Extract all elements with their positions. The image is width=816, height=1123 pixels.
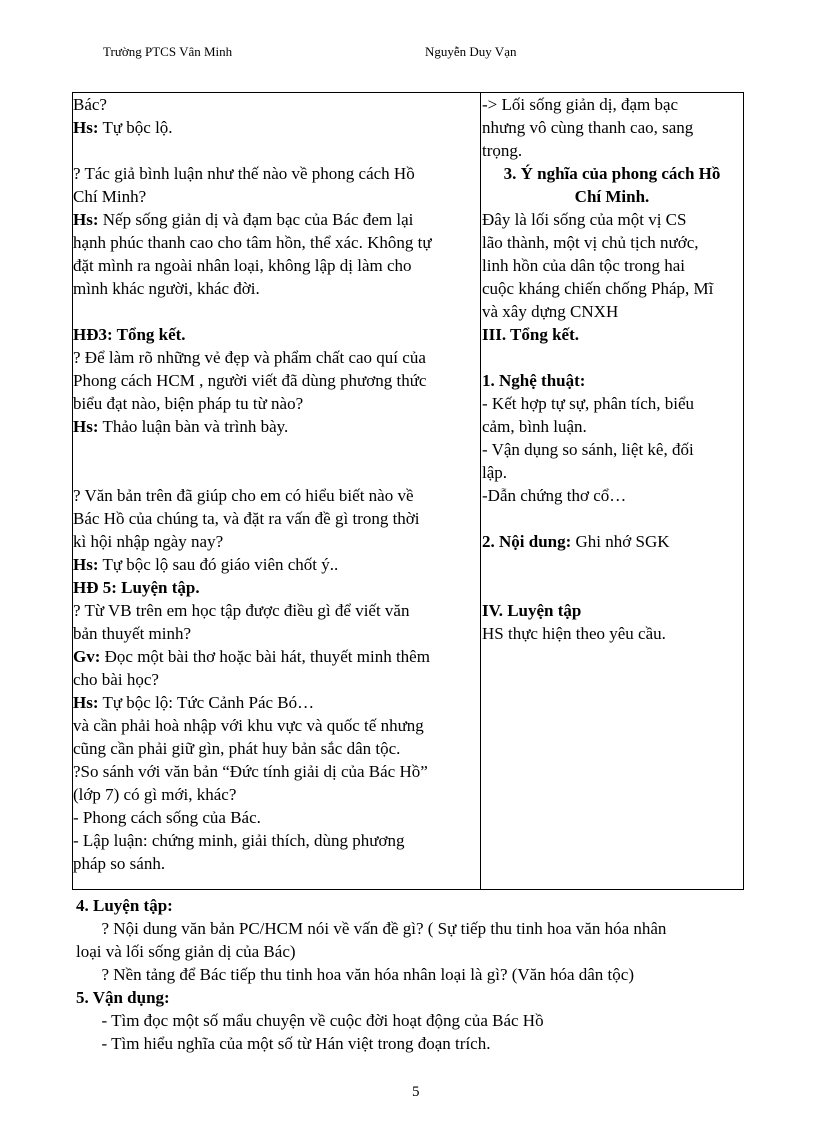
question-line: ?So sánh với văn bản “Đức tính giải dị của Bác Hồ” — [73, 762, 428, 781]
bullet-line: -Dẫn chứng thơ cổ… — [482, 486, 627, 505]
text-line — [73, 691, 478, 714]
text-line: -> Lối sống giản dị, đạm bạc — [482, 95, 679, 114]
question-line: ? Để làm rõ những vẻ đẹp và phẩm chất cao quí của — [73, 348, 426, 367]
text-line — [73, 116, 478, 139]
text-line: và xây dựng CNXH — [482, 302, 619, 321]
text-line: cho bài học? — [73, 670, 159, 689]
text: Nếp sống giản dị và đạm bạc của Bác đem lại — [98, 210, 414, 229]
text-line: Bác? — [73, 95, 107, 114]
teacher-activity-column — [73, 93, 478, 875]
question-line: ? Nội dung văn bản PC/HCM nói về vấn đề gì? ( Sự tiếp thu tinh hoa văn hóa nhân — [76, 919, 667, 938]
text: Tự bộc lộ: Tức Cảnh Pác Bó… — [98, 693, 315, 712]
header-author: Nguyễn Duy Vạn — [425, 44, 517, 59]
text-line: pháp so sánh. — [73, 854, 166, 873]
text-line — [482, 530, 742, 553]
activity-heading: HĐ 5: Luyện tập. — [73, 578, 200, 597]
blank-line — [73, 139, 478, 162]
text-line: hạnh phúc thanh cao cho tâm hồn, thể xác. Không tự — [73, 233, 432, 252]
bullet-line: - Kết hợp tự sự, phân tích, biểu — [482, 394, 695, 413]
question-line: ? Nền tảng để Bác tiếp thu tinh hoa văn hóa nhân loại là gì? (Văn hóa dân tộc) — [76, 965, 634, 984]
text: Tự bộc lộ. — [98, 118, 173, 137]
text-line — [73, 645, 478, 668]
question-line: kì hội nhập ngày nay? — [73, 532, 224, 551]
section-heading: 3. Ý nghĩa của phong cách Hồ — [503, 164, 721, 183]
lesson-table — [72, 92, 744, 890]
text-line: HS thực hiện theo yêu cầu. — [482, 624, 666, 643]
section-heading: Chí Minh. — [574, 187, 650, 206]
blank-line — [482, 346, 742, 369]
text-line — [73, 553, 478, 576]
question-line: ? Tác giả bình luận như thế nào về phong cách Hồ — [73, 164, 415, 183]
text: Thảo luận bàn và trình bày. — [98, 417, 289, 436]
text-line: và cần phải hoà nhập với khu vực và quốc tế nhưng — [73, 716, 424, 735]
blank-line — [73, 300, 478, 323]
page-number: 5 — [412, 1084, 420, 1100]
question-line: ? Từ VB trên em học tập được điều gì để viết văn — [73, 601, 410, 620]
text-line: cũng cần phải giữ gìn, phát huy bản sắc dân tộc. — [73, 739, 401, 758]
question-line: Bác Hồ của chúng ta, và đặt ra vấn đề gì trong thời — [73, 509, 420, 528]
text: Ghi nhớ SGK — [571, 532, 670, 551]
question-line: loại và lối sống giản dị của Bác) — [76, 942, 296, 961]
text: Tự bộc lộ sau đó giáo viên chốt ý.. — [98, 555, 339, 574]
text-line: mình khác người, khác đời. — [73, 279, 260, 298]
text: Đọc một bài thơ hoặc bài hát, thuyết minh thêm — [100, 647, 430, 666]
label: Hs: — [73, 118, 99, 137]
text-line — [73, 415, 478, 438]
section-heading: III. Tổng kết. — [482, 325, 579, 344]
bullet-line: - Vận dụng so sánh, liệt kê, đối — [482, 440, 694, 459]
text-line: linh hồn của dân tộc trong hai — [482, 256, 686, 275]
activity-heading: HĐ3: Tổng kết. — [73, 325, 186, 344]
column-divider — [480, 93, 481, 889]
text-line: nhưng vô cùng thanh cao, sang — [482, 118, 694, 137]
subsection-heading: 1. Nghệ thuật: — [482, 371, 586, 390]
label: Hs: — [73, 555, 99, 574]
text-line — [73, 208, 478, 231]
text-line: trọng. — [482, 141, 523, 160]
bullet-line: - Tìm đọc một số mẩu chuyện về cuộc đời hoạt động của Bác Hồ — [76, 1011, 544, 1030]
label: Hs: — [73, 210, 99, 229]
text-line: lão thành, một vị chủ tịch nước, — [482, 233, 699, 252]
text-line: đặt mình ra ngoài nhân loại, không lập dị làm cho — [73, 256, 412, 275]
content-column — [482, 93, 742, 645]
bullet-line: - Lập luận: chứng minh, giải thích, dùng phương — [73, 831, 405, 850]
practice-section — [76, 894, 746, 1055]
bullet-line: - Tìm hiểu nghĩa của một số từ Hán việt trong đoạn trích. — [76, 1034, 491, 1053]
blank-line — [482, 553, 742, 576]
section-heading: 4. Luyện tập: — [76, 896, 173, 915]
text-line: cuộc kháng chiến chống Pháp, Mĩ — [482, 279, 714, 298]
question-line: bản thuyết minh? — [73, 624, 192, 643]
text-line: lập. — [482, 463, 508, 482]
label: 2. Nội dung: — [482, 532, 572, 551]
label: Gv: — [73, 647, 101, 666]
label: Hs: — [73, 417, 99, 436]
blank-line — [73, 438, 478, 461]
bullet-line: - Phong cách sống của Bác. — [73, 808, 261, 827]
section-heading: IV. Luyện tập — [482, 601, 582, 620]
label: Hs: — [73, 693, 99, 712]
question-line: Chí Minh? — [73, 187, 147, 206]
question-line: ? Văn bản trên đã giúp cho em có hiểu biết nào về — [73, 486, 414, 505]
question-line: Phong cách HCM , người viết đã dùng phương thức — [73, 371, 427, 390]
question-line: (lớp 7) có gì mới, khác? — [73, 785, 237, 804]
blank-line — [482, 507, 742, 530]
section-heading: 5. Vận dụng: — [76, 988, 170, 1007]
text-line: Đây là lối sống của một vị CS — [482, 210, 687, 229]
blank-line — [482, 576, 742, 599]
blank-line — [73, 461, 478, 484]
question-line: biểu đạt nào, biện pháp tu từ nào? — [73, 394, 304, 413]
text-line: cảm, bình luận. — [482, 417, 587, 436]
header-school: Trường PTCS Vân Minh — [103, 44, 233, 59]
